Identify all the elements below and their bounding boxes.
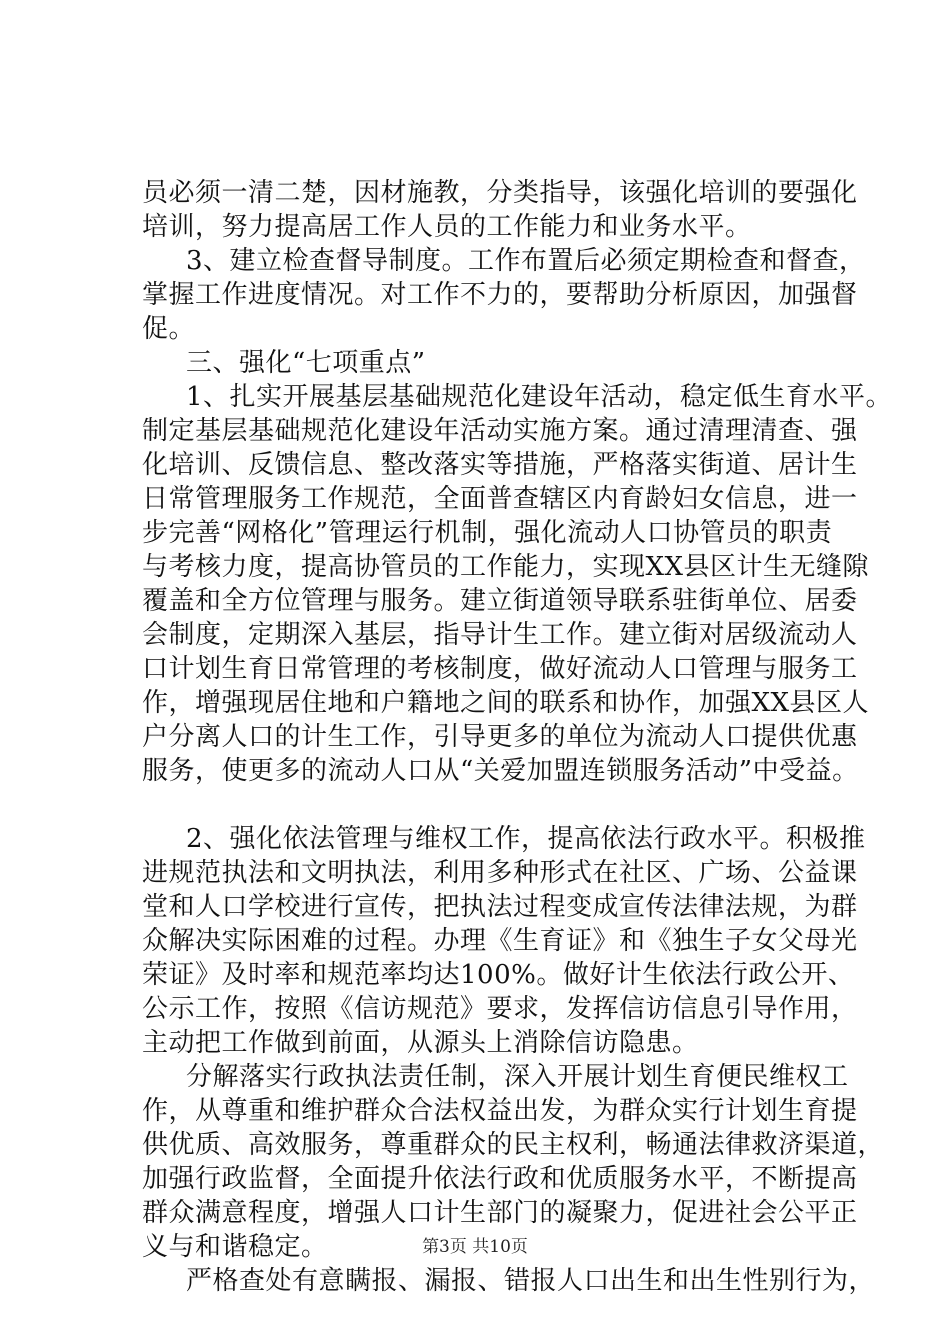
- text-line: 员必须一清二楚，因材施教，分类指导，该强化培训的要强化: [142, 178, 858, 208]
- text-line: 荣证》及时率和规范率均达100%。做好计生依法行政公开、: [142, 960, 855, 990]
- text-line: 作，从尊重和维护群众合法权益出发，为群众实行计划生育提: [142, 1096, 858, 1126]
- text-line: 公示工作，按照《信访规范》要求，发挥信访信息引导作用，: [142, 994, 858, 1024]
- text-line: 3、建立检查督导制度。工作布置后必须定期检查和督查，: [186, 246, 866, 276]
- text-line: 众解决实际困难的过程。办理《生育证》和《独生子女父母光: [142, 926, 858, 956]
- text-line: 供优质、高效服务，尊重群众的民主权利，畅通法律救济渠道，: [142, 1130, 885, 1160]
- text-line: 会制度，定期深入基层，指导计生工作。建立街对居级流动人: [142, 620, 858, 650]
- text-line: 加强行政监督，全面提升依法行政和优质服务水平，不断提高: [142, 1164, 858, 1194]
- text-line: 覆盖和全方位管理与服务。建立街道领导联系驻街单位、居委: [142, 586, 858, 616]
- text-line: 义与和谐稳定。: [142, 1232, 328, 1262]
- text-line: 培训，努力提高居工作人员的工作能力和业务水平。: [142, 212, 752, 242]
- text-line: 严格查处有意瞒报、漏报、错报人口出生和出生性别行为，: [186, 1266, 876, 1296]
- text-line: 化培训、反馈信息、整改落实等措施，严格落实街道、居计生: [142, 450, 858, 480]
- text-line: 主动把工作做到前面，从源头上消除信访隐患。: [142, 1028, 699, 1058]
- text-line: 与考核力度，提高协管员的工作能力，实现XX县区计生无缝隙: [142, 552, 870, 582]
- text-line: 分解落实行政执法责任制，深入开展计划生育便民维权工: [186, 1062, 849, 1092]
- text-line: 服务，使更多的流动人口从“关爱加盟连锁服务活动”中受益。: [142, 756, 859, 786]
- text-line: 作，增强现居住地和户籍地之间的联系和协作，加强XX县区人: [142, 688, 870, 718]
- text-line: 堂和人口学校进行宣传，把执法过程变成宣传法律法规，为群: [142, 892, 858, 922]
- text-line: 户分离人口的计生工作，引导更多的单位为流动人口提供优惠: [142, 722, 858, 752]
- text-line: 群众满意程度，增强人口计生部门的凝聚力，促进社会公平正: [142, 1198, 858, 1228]
- text-line: 步完善“网格化”管理运行机制，强化流动人口协管员的职责: [142, 518, 833, 548]
- text-line: 日常管理服务工作规范，全面普查辖区内育龄妇女信息，进一: [142, 484, 858, 514]
- text-line: 制定基层基础规范化建设年活动实施方案。通过清理清查、强: [142, 416, 858, 446]
- text-line: 进规范执法和文明执法，利用多种形式在社区、广场、公益课: [142, 858, 858, 888]
- page-footer: 第3页 共10页: [422, 1237, 528, 1257]
- text-line: 1、扎实开展基层基础规范化建设年活动，稳定低生育水平。: [186, 382, 893, 412]
- section-heading: 三、强化“七项重点”: [186, 348, 426, 378]
- text-line: 口计划生育日常管理的考核制度，做好流动人口管理与服务工: [142, 654, 858, 684]
- text-line: 促。: [142, 314, 196, 344]
- text-line: 掌握工作进度情况。对工作不力的，要帮助分析原因，加强督: [142, 280, 858, 310]
- text-line: 2、强化依法管理与维权工作，提高依法行政水平。积极推: [186, 824, 866, 854]
